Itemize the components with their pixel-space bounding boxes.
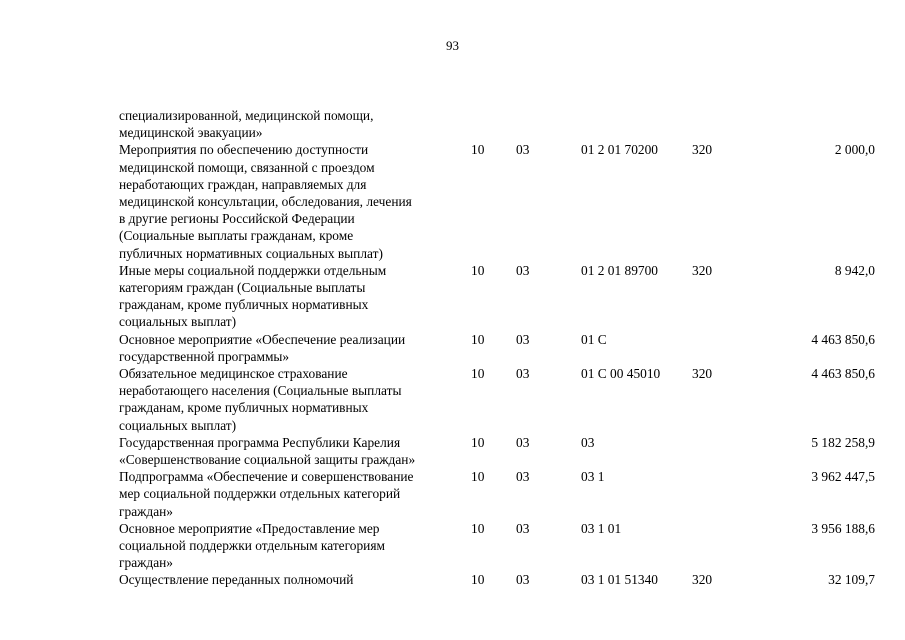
row-name-line: категориям граждан (Социальные выплаты <box>119 280 366 296</box>
target-article-code: 01 2 01 70200 <box>581 142 658 158</box>
row-name <box>119 107 464 141</box>
table-row <box>0 468 905 520</box>
row-name-line: Основное мероприятие «Обеспечение реализации <box>119 331 406 347</box>
target-article-code: 01 С <box>581 331 607 347</box>
target-article-code: 03 1 01 <box>581 520 622 536</box>
row-name-line: неработающих граждан, направляемых для <box>119 176 367 192</box>
subsection-code: 03 <box>516 572 530 588</box>
row-name-line: Мероприятия по обеспечению доступности <box>119 142 369 158</box>
section-code: 10 <box>471 262 485 278</box>
row-name-line: медицинской помощи, связанной с проездом <box>119 159 375 175</box>
section-code: 10 <box>471 572 485 588</box>
subsection-code: 03 <box>516 262 530 278</box>
amount: 3 962 447,5 <box>811 469 875 485</box>
table-row <box>0 141 905 261</box>
row-name-line: специализированной, медицинской помощи, <box>119 108 374 123</box>
subsection-code: 03 <box>516 142 530 158</box>
amount: 32 109,7 <box>828 572 875 588</box>
section-code: 10 <box>471 469 485 485</box>
amount: 2 000,0 <box>834 142 875 158</box>
expense-type-code: 320 <box>692 572 713 588</box>
amount: 5 182 258,9 <box>811 434 875 450</box>
subsection-code: 03 <box>516 469 530 485</box>
row-name-line: Обязательное медицинское страхование <box>119 366 348 382</box>
subsection-code: 03 <box>516 520 530 536</box>
amount: 3 956 188,6 <box>811 520 875 536</box>
row-name-line: (Социальные выплаты гражданам, кроме <box>119 228 354 244</box>
row-name-line: мер социальной поддержки отдельных категорий <box>119 486 401 502</box>
row-name-line: «Совершенствование социальной защиты граждан» <box>119 452 416 468</box>
row-name-line: гражданам, кроме публичных нормативных <box>119 297 369 313</box>
row-name <box>119 520 464 572</box>
row-name-line: граждан» <box>119 555 174 571</box>
row-name <box>119 365 464 434</box>
row-name-line: Иные меры социальной поддержки отдельным <box>119 262 387 278</box>
subsection-code: 03 <box>516 366 530 382</box>
row-name-line: гражданам, кроме публичных нормативных <box>119 400 369 416</box>
row-name-line: Государственная программа Республики Карелия <box>119 434 401 450</box>
row-name-line: Осуществление переданных полномочий <box>119 572 354 588</box>
amount: 4 463 850,6 <box>811 366 875 382</box>
table-row <box>0 107 905 141</box>
page-number: 93 <box>446 38 459 53</box>
target-article-code: 01 С 00 45010 <box>581 366 661 382</box>
row-name <box>119 141 464 261</box>
amount: 8 942,0 <box>834 262 875 278</box>
target-article-code: 03 1 <box>581 469 605 485</box>
row-name-line: Основное мероприятие «Предоставление мер <box>119 520 380 536</box>
target-article-code: 01 2 01 89700 <box>581 262 658 278</box>
row-name-line: Подпрограмма «Обеспечение и совершенствование <box>119 469 414 485</box>
subsection-code: 03 <box>516 331 530 347</box>
expense-type-code: 320 <box>692 142 713 158</box>
row-name-line: граждан» <box>119 503 174 519</box>
table-row <box>0 434 905 468</box>
section-code: 10 <box>471 331 485 347</box>
expense-type-code: 320 <box>692 262 713 278</box>
row-name <box>119 262 464 331</box>
section-code: 10 <box>471 520 485 536</box>
row-name <box>119 571 464 588</box>
section-code: 10 <box>471 366 485 382</box>
target-article-code: 03 1 01 51340 <box>581 572 658 588</box>
table-row <box>0 520 905 572</box>
section-code: 10 <box>471 434 485 450</box>
row-name-line: социальных выплат) <box>119 417 237 433</box>
row-name-line: социальной поддержки отдельным категориям <box>119 538 385 554</box>
row-name-line: государственной программы» <box>119 348 290 364</box>
row-name-line: медицинской консультации, обследования, лечения <box>119 194 412 210</box>
table-row <box>0 571 905 588</box>
row-name <box>119 468 464 520</box>
row-name-line: социальных выплат) <box>119 314 237 330</box>
expense-type-code: 320 <box>692 366 713 382</box>
table-row <box>0 365 905 434</box>
row-name <box>119 331 464 365</box>
row-name-line: в другие регионы Российской Федерации <box>119 211 355 227</box>
subsection-code: 03 <box>516 434 530 450</box>
row-name-line: медицинской эвакуации» <box>119 125 263 141</box>
table-row <box>0 262 905 331</box>
target-article-code: 03 <box>581 434 595 450</box>
section-code: 10 <box>471 142 485 158</box>
row-name <box>119 434 464 468</box>
budget-table <box>0 107 905 589</box>
row-name-line: неработающего населения (Социальные выплаты <box>119 383 402 399</box>
amount: 4 463 850,6 <box>811 331 875 347</box>
table-row <box>0 331 905 365</box>
row-name-line: публичных нормативных социальных выплат) <box>119 245 383 261</box>
